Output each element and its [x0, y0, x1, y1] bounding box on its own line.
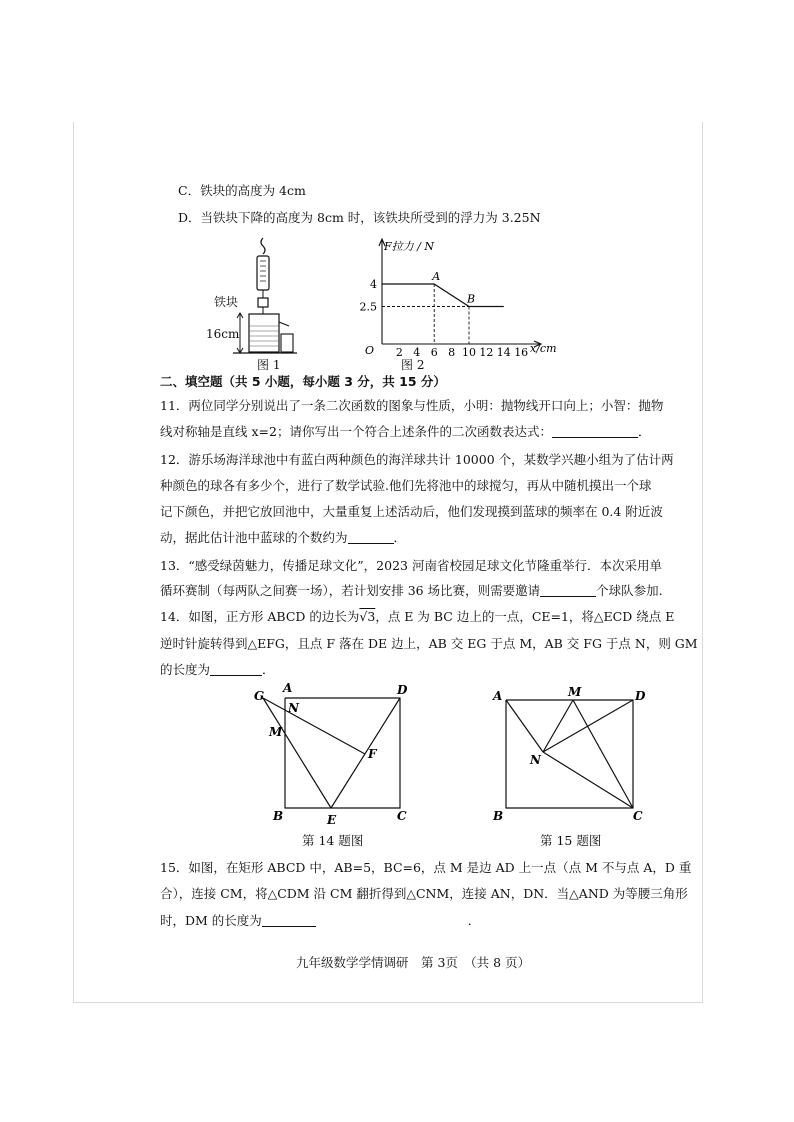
- fig15-label-m: M: [568, 685, 582, 699]
- q14-line3: [160, 662, 275, 678]
- x-tick-label-8: 8: [448, 346, 456, 359]
- q12-line4: [160, 530, 406, 546]
- q13-line2b: 个球队参加.: [596, 583, 663, 598]
- x-tick-label-2: 2: [395, 346, 403, 359]
- x-tick-label-16: 16: [514, 346, 529, 359]
- q15-line3-text: 时，DM 的长度为: [160, 913, 262, 928]
- q14-line2: 逆时针旋转得到△EFG，且点 F 落在 DE 边上，AB 交 EG 于点 M，AB 交 FG 于点 N，则 GM: [160, 636, 698, 651]
- fig14-caption: 第 14 题图: [302, 833, 364, 848]
- figure-2-chart: [360, 232, 565, 367]
- q15-end: ．: [467, 913, 481, 928]
- q14-line1b: ，点 E 为 BC 边上的一点，CE=1，将△ECD 绕点 E: [375, 609, 675, 624]
- q12-line3: 记下颜色，并把它放回池中，大量重复上述活动后，他们发现摸到蓝球的频率在 0.4 附近波: [160, 504, 663, 519]
- q13-line2a: 循环赛制（每两队之间赛一场），若计划安排 36 场比赛，则需要邀请: [160, 583, 541, 598]
- fig15-label-a: A: [493, 689, 503, 703]
- origin-label: O: [365, 344, 375, 357]
- x-tick-label-10: 10: [462, 346, 476, 359]
- q15-line1: 15．如图，在矩形 ABCD 中，AB=5，BC=6，点 M 是边 AD 上一点（点 M 不与点 A，D 重: [160, 860, 692, 875]
- fig14-label-m: M: [269, 725, 283, 739]
- section-2-heading: 二、填空题（共 5 小题，每小题 3 分，共 15 分）: [160, 374, 446, 389]
- fig14-label-f: F: [368, 747, 377, 761]
- x-tick-label-4: 4: [413, 346, 421, 359]
- fig1-block-label: 铁块: [214, 295, 239, 309]
- fig14-label-d: D: [397, 683, 408, 697]
- fig14-label-n: N: [288, 701, 299, 715]
- q12-line2: 种颜色的球各有多少个，进行了数学试验.他们先将池中的球搅匀，再从中随机摸出一个球: [160, 478, 652, 493]
- fig15-label-c: C: [633, 809, 643, 823]
- q14-line1: [160, 609, 674, 625]
- q15-line2: 合），连接 CM，将△CDM 沿 CM 翻折得到△CNM，连接 AN，DN．当△AND 为等腰三角形: [160, 886, 688, 901]
- fig14-label-a: A: [283, 681, 293, 695]
- q15-line3: [160, 913, 480, 929]
- q11-line1: 11．两位同学分别说出了一条二次函数的图象与性质，小明：抛物线开口向上；小智：抛物: [160, 398, 664, 413]
- fig15-label-b: B: [493, 809, 504, 823]
- fig1-caption: 图 1: [257, 358, 281, 372]
- q14-end: ．: [262, 662, 275, 677]
- point-b-label: B: [467, 292, 476, 306]
- x-tick-label-12: 12: [479, 346, 494, 359]
- q12-answer-blank[interactable]: [348, 531, 394, 544]
- q13-line2: [160, 583, 663, 599]
- q11-answer-blank[interactable]: [552, 425, 638, 438]
- q14-sqrt: √3: [359, 609, 376, 624]
- fig15-label-d: D: [635, 689, 646, 703]
- q11-end: ．: [637, 424, 651, 439]
- fig14-label-b: B: [273, 809, 284, 823]
- fig15-caption: 第 15 题图: [540, 833, 602, 848]
- q12-line1: 12．游乐场海洋球池中有蓝白两种颜色的海洋球共计 10000 个，某数学兴趣小组为了估计两: [160, 452, 674, 467]
- fig1-height-label: 16cm: [206, 327, 240, 341]
- q15-answer-blank[interactable]: [262, 914, 316, 927]
- y-tick-label-4: 4: [370, 278, 377, 291]
- fig14-label-c: C: [397, 809, 407, 823]
- q11-line2-text: 线对称轴是直线 x=2；请你写出一个符合上述条件的二次函数表达式：: [160, 424, 552, 439]
- page-footer: 九年级数学学情调研 第 3页 （共 8 页）: [296, 955, 531, 970]
- q13-line1: 13．“感受绿茵魅力，传播足球文化”，2023 河南省校园足球文化节隆重举行．本次采用单: [160, 558, 662, 573]
- option-c: C．铁块的高度为 4cm: [178, 183, 306, 198]
- x-axis-label: x/cm: [530, 342, 557, 355]
- x-tick-label-14: 14: [496, 346, 511, 359]
- q14-line1a: 14．如图，正方形 ABCD 的边长为: [160, 609, 360, 624]
- fig14-label-e: E: [327, 813, 337, 827]
- q13-answer-blank[interactable]: [540, 584, 596, 597]
- fig14-label-g: G: [254, 689, 265, 703]
- figure-14: [245, 680, 425, 830]
- fig15-label-n: N: [530, 753, 541, 767]
- q12-line4-text: 动，据此估计池中蓝球的个数约为: [160, 530, 348, 545]
- y-tick-label-2-5: 2.5: [360, 300, 377, 314]
- q11-line2: [160, 424, 650, 440]
- y-axis-label: F拉力 / N: [384, 240, 434, 253]
- force-series-line: [382, 284, 504, 307]
- q14-answer-blank[interactable]: [210, 663, 262, 676]
- fig2-caption: 图 2: [401, 358, 425, 372]
- q14-line3-text: 的长度为: [160, 662, 211, 677]
- x-tick-label-6: 6: [430, 346, 438, 359]
- point-a-label: A: [432, 270, 441, 283]
- option-d: D．当铁块下降的高度为 8cm 时，该铁块所受到的浮力为 3.25N: [178, 210, 541, 225]
- figure-15: [486, 680, 656, 830]
- q12-end: ．: [393, 530, 407, 545]
